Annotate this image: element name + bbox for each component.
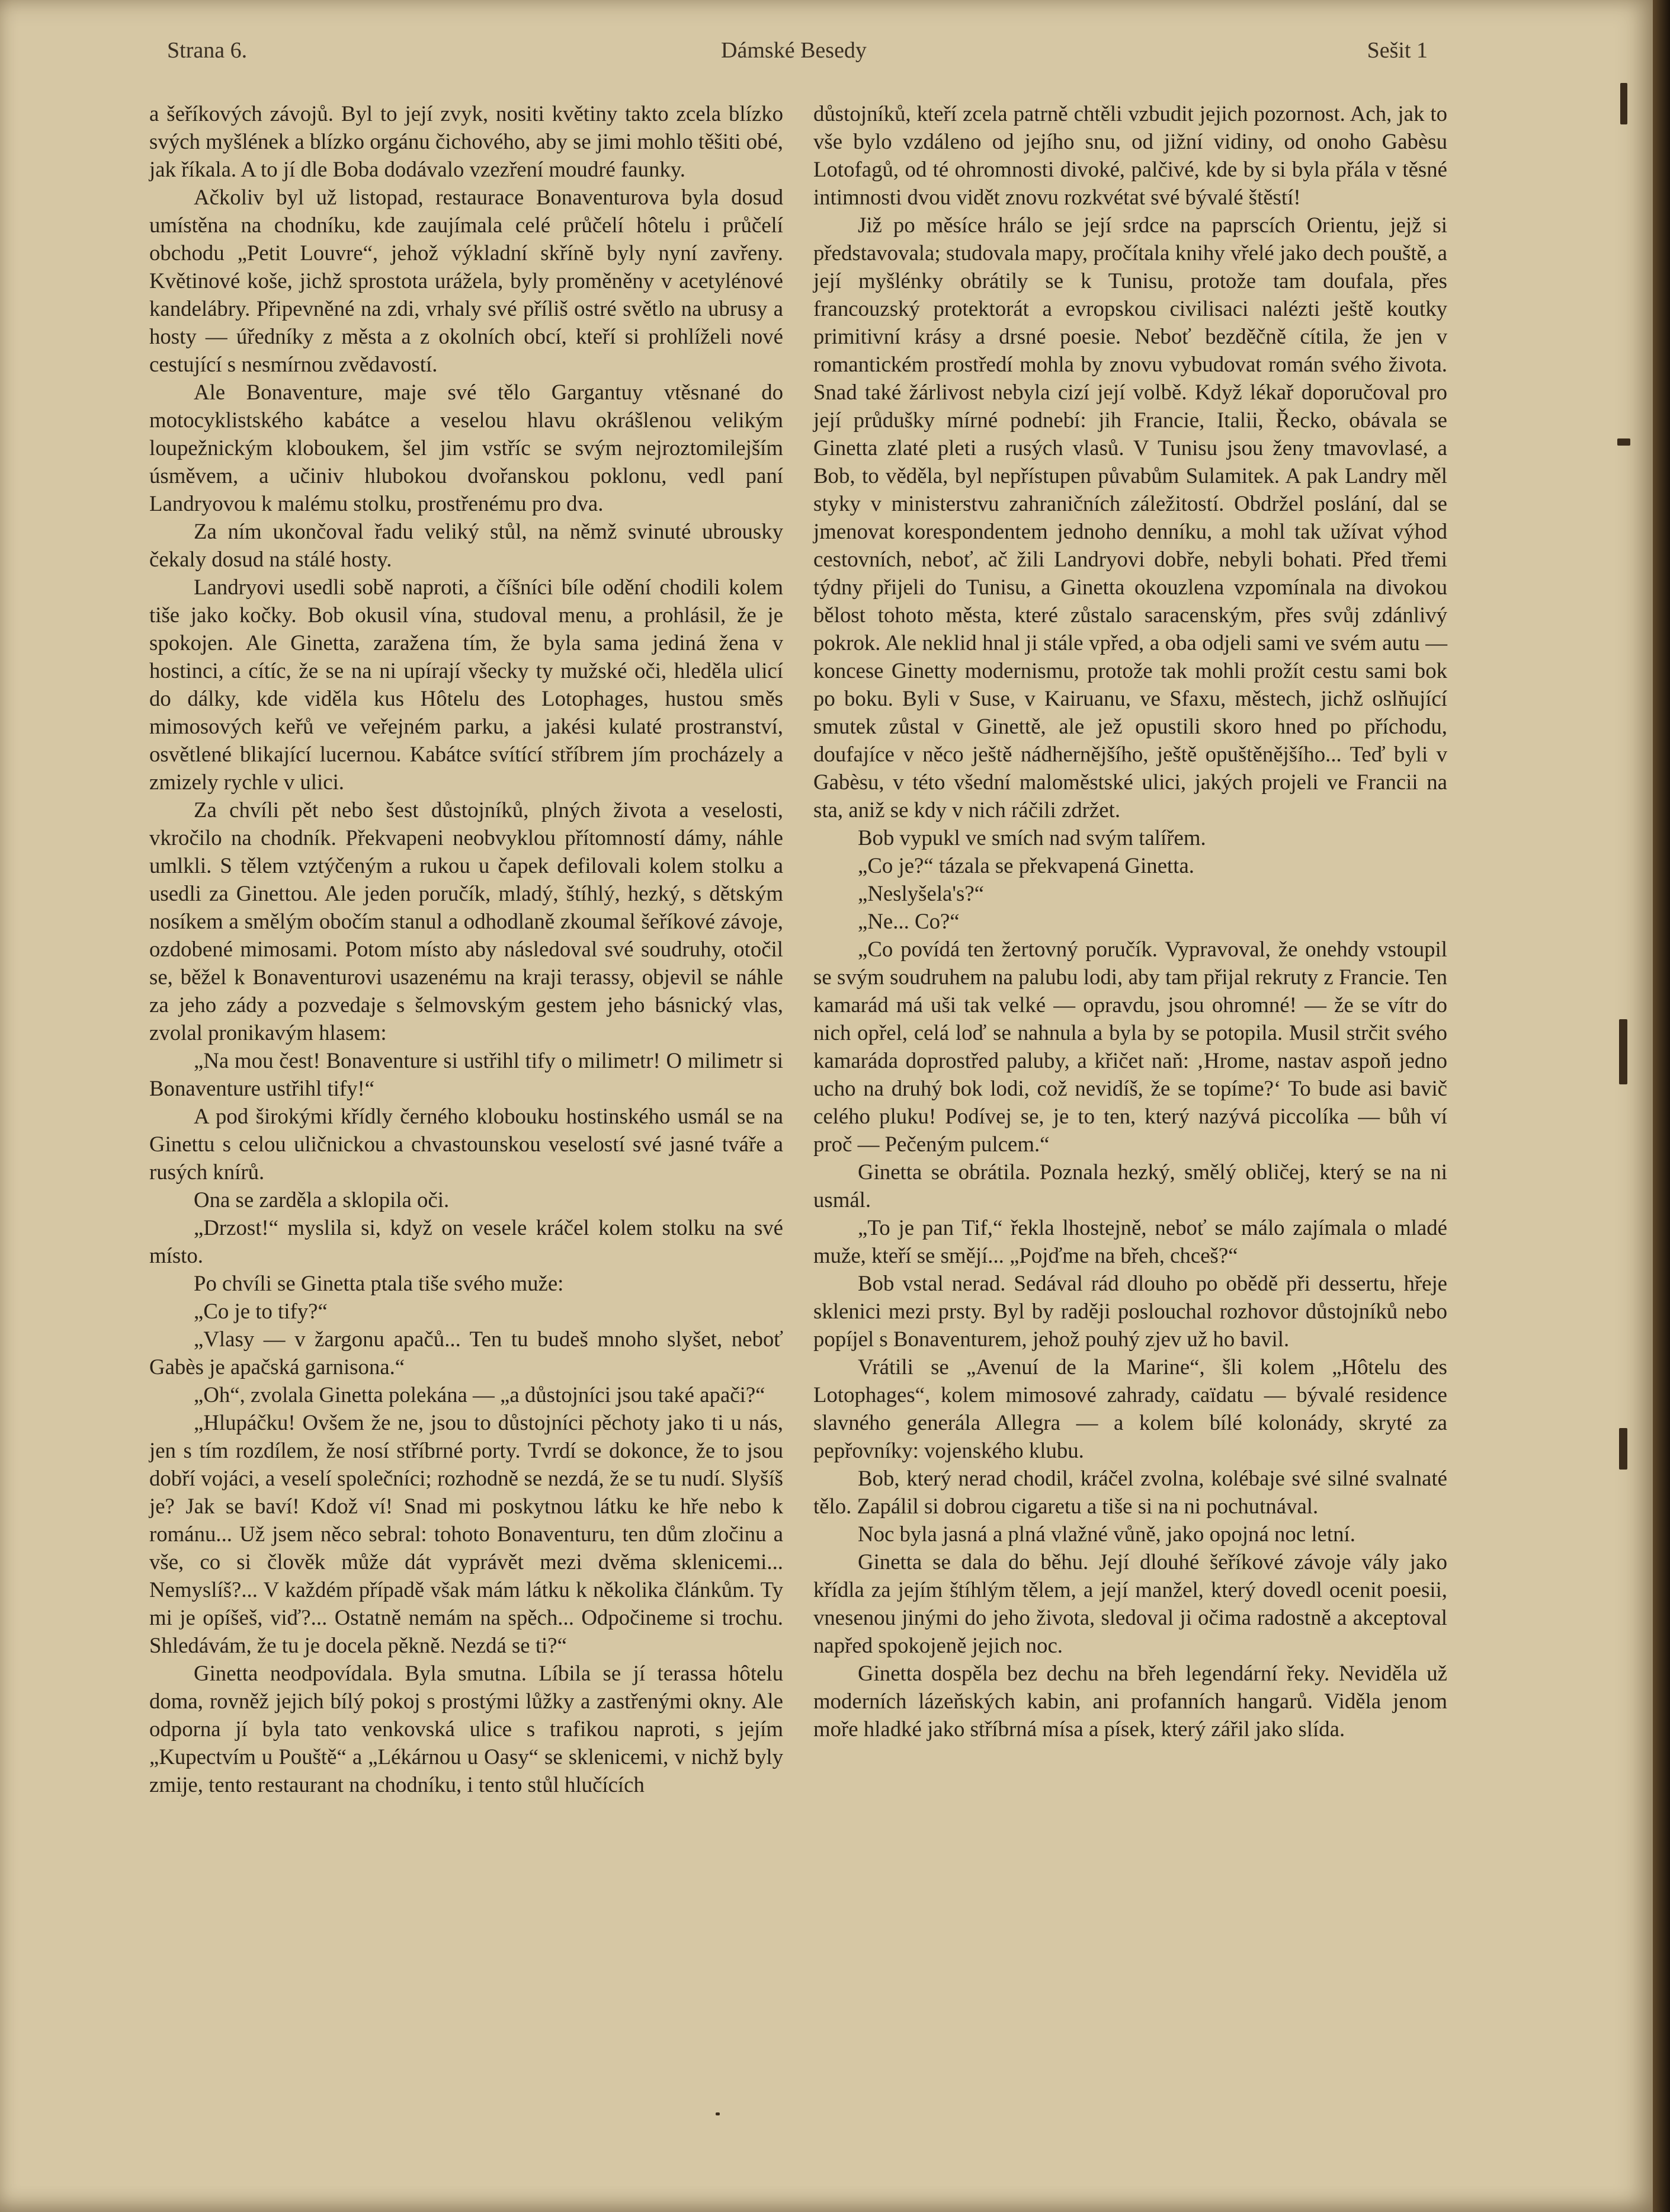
paragraph: Landryovi usedli sobě naproti, a číšníci bíle odění chodili kolem tiše jako kočky. Bob okusil vína, studoval menu, a prohlásil, že je spokojen. Ale Ginetta, zaražena tím, že byla sama jediná žena v hostinci, a cítíc, že se na ni upírají všecky ty mužské oči, hleděla ulicí do dálky, kde viděla kus Hôtelu des Lotophages, hustou směs mimosových keřů ve veřejném parku, a jakési kulaté prostranství, osvětlené blikající lucernou. Kabátce svítící stříbrem jím procházely a zmizely rychle v ulici. [149, 575, 783, 794]
paragraph: Noc byla jasná a plná vlažné vůně, jako opojná noc letní. [858, 1522, 1355, 1546]
margin-ink-mark [1620, 83, 1627, 124]
paragraph: „Oh“, zvolala Ginetta polekána — „a důstojníci jsou také apači?“ [194, 1382, 765, 1407]
paragraph: „Co je to tify?“ [194, 1299, 328, 1323]
margin-ink-mark [1617, 438, 1630, 446]
paragraph: Za chvíli pět nebo šest důstojníků, plných života a veselosti, vkročilo na chodník. Překvapeni neobvyklou přítomností dámy, náhle umlkli. S tělem vztýčeným a rukou u čapek defilovali kolem stolku a usedli za Ginettou. Ale jeden poručík, mladý, štíhlý, hezký, s dětským nosíkem a smělým obočím stanul a odhodlaně zkoumal šeříkové závoje, ozdobené mimosami. Potom místo aby následoval své soudruhy, otočil se, běžel k Bonaventurovi usazenému na kraji terassy, objevil se náhle za jeho zády a pozvedaje s šelmovským gestem jeho básnický vlas, zvolal pronikavým hlasem: [149, 798, 783, 1045]
paragraph: Již po měsíce hrálo se její srdce na paprscích Orientu, jejž si představovala; studovala mapy, pročítala knihy vřelé jako dech pouště, a její myšlénky obrátily se k Tunisu, protože tam doufala, přes francouzský protektorát a evropskou civilisaci nalézti ještě koutky primitivní krásy a drsné poesie. Neboť bezděčně cítila, že jen v romantickém prostředí mohla by znovu vybudovat román svého života. Snad také žárlivost nebyla cizí její volbě. Když lékař doporučoval pro její průdušky mírné podnebí: jih Francie, Italii, Řecko, obávala se Ginetta zlaté pleti a rusých vlasů. V Tunisu jsou ženy tmavovlasé, a Bob, to věděla, byl nepřístupen půvabům Sulamitek. A pak Landry měl styky v ministerstvu zahraničních záležitostí. Obdržel poslání, dal se jmenovat korespondentem jednoho denníku, a mohl tak užívat výhod cestovních, neboť, ač žili Landryovi dobře, nebyli bohati. Před třemi týdny přijeli do Tunisu, a Ginetta okouzlena vzpomínala na divokou bělost tohoto města, které zůstalo saracenským, přes svůj zdánlivý pokrok. Ale neklid hnal ji stále vpřed, a oba odjeli sami ve svém autu — koncese Ginetty modernismu, protože tak mohli prožít cestu sami bok po boku. Byli v Suse, v Kairuanu, ve Sfaxu, městech, jichž oslňující smutek zůstal v Ginettě, ale jež opustili skoro hned po příchodu, doufajíce v něco ještě nádhernějšího, ještě opuštěnějšího... Teď byli v Gabèsu, v této všední maloměstské ulici, jakých projeli ve Francii na sta, aniž se kdy v nich ráčili zdržet. [813, 213, 1447, 822]
paragraph: Ale Bonaventure, maje své tělo Gargantuy vtěsnané do motocyklistského kabátce a veselou hlavu okrášlenou velikým loupežnickým kloboukem, šel jim vstříc se svým nejroztomilejším úsměvem, a učiniv hlubokou dvořanskou poklonu, vedl paní Landryovou k malému stolku, prostřenému pro dva. [149, 380, 783, 516]
paragraph: „Drzost!“ myslila si, když on vesele kráčel kolem stolku na své místo. [149, 1215, 783, 1267]
paragraph: Bob vypukl ve smích nad svým talířem. [858, 825, 1206, 850]
paragraph: Po chvíli se Ginetta ptala tiše svého muže: [194, 1271, 564, 1295]
paragraph: Ačkoliv byl už listopad, restaurace Bonaventurova byla dosud umístěna na chodníku, kde zaujímala celé průčelí hôtelu i průčelí obchodu „Petit Louvre“, jehož výkladní skříně byly nyní zavřeny. Květinové koše, jichž sprostota urážela, byly proměněny v acetylénové kandelábry. Připevněné na zdi, vrhaly své příliš ostré světlo na ubrusy a hosty — úředníky z města a z okolních obcí, kteří si prohlíželi nové cestující s nesmírnou zvědavostí. [149, 185, 783, 376]
paragraph: „Na mou čest! Bonaventure si ustřihl tify o milimetr! O milimetr si Bonaventure ustřihl tify!“ [149, 1048, 783, 1100]
paragraph: „Co povídá ten žertovný poručík. Vypravoval, že onehdy vstoupil se svým soudruhem na palubu lodi, aby tam přijal rekruty z Francie. Ten kamarád má uši tak velké — opravdu, jsou ohromné! — že se vítr do nich opřel, celá loď se nahnula a byla by se potopila. Musil strčit svého kamaráda doprostřed paluby, a křičet naň: ‚Hrome, nastav aspoň jedno ucho na druhý bok lodi, což nevidíš, že se topíme?‘ To bude asi bavič celého pluku! Podívej se, je to ten, který nazývá piccolíka — bůh ví proč — Pečeným pulcem.“ [813, 937, 1447, 1156]
paragraph: Ginetta se obrátila. Poznala hezký, smělý obličej, který se na ni usmál. [813, 1160, 1447, 1212]
paragraph: Ginetta dospěla bez dechu na břeh legendární řeky. Neviděla už moderních lázeňských kabin, ani profanních hangarů. Viděla jenom moře hladké jako stříbrná mísa a písek, který zářil jako slída. [813, 1661, 1447, 1741]
paragraph: „Ne... Co?“ [858, 909, 960, 933]
page-number: Strana 6. [167, 38, 248, 63]
paragraph: Ginetta neodpovídala. Byla smutna. Líbila se jí terassa hôtelu doma, rovněž jejich bílý pokoj s prostými lůžky a zastřenými okny. Ale odporna jí byla tato venkovská ulice s trafikou naproti, s jejím „Kupectvím u Pouště“ a „Lékárnou u Oasy“ se sklenicemi, v nichž byly zmije, tento restaurant na chodníku, i tento stůl hlučících [149, 1661, 783, 1797]
paragraph: Za ním ukončoval řadu veliký stůl, na němž svinuté ubrousky čekaly dosud na stálé hosty. [149, 519, 783, 571]
paragraph: „Neslyšela's?“ [858, 881, 985, 905]
paragraph: Ona se zarděla a sklopila oči. [194, 1187, 450, 1212]
paragraph: důstojníků, kteří zcela patrně chtěli vzbudit jejich pozornost. Ach, jak to vše bylo vzdáleno od jejího snu, od jižní vidiny, od onoho Gabèsu Lotofagů, od té ohromnosti divoké, palčivé, kde by si byla přála v těsné intimnosti dvou vidět znovu rozkvétat své bývalé štěstí! [813, 101, 1447, 209]
margin-ink-mark [1619, 1019, 1627, 1084]
paragraph: „To je pan Tif,“ řekla lhostejně, neboť se málo zajímala o mladé muže, kteří se smějí... „Pojďme na břeh, chceš?“ [813, 1215, 1447, 1267]
paragraph: Bob vstal nerad. Sedával rád dlouho po obědě při dessertu, hřeje sklenici mezi prsty. Byl by raději poslouchal rozhovor důstojníků nebo popíjel s Bonaventurem, jehož pouhý zjev už ho bavil. [813, 1271, 1447, 1351]
paragraph: Ginetta se dala do běhu. Její dlouhé šeříkové závoje vály jako křídla za jejím štíhlým tělem, a její manžel, který dovedl ocenit poesii, vnesenou jinými do jeho života, sledoval ji očima radostně a akceptoval napřed spokojeně jejich noc. [813, 1550, 1447, 1657]
stray-dot [716, 2112, 720, 2115]
magazine-title: Dámské Besedy [721, 38, 867, 63]
paragraph: Vrátili se „Avenuí de la Marine“, šli kolem „Hôtelu des Lotophages“, kolem mimosové zahrady, caïdatu — bývalé residence slavného generála Allegra — a kolem bílé kolonády, skryté za pepřovníky: vojenského klubu. [813, 1355, 1447, 1462]
paragraph: Bob, který nerad chodil, kráčel zvolna, kolébaje své silné svalnaté tělo. Zapálil si dobrou cigaretu a tiše si na ni pochutnával. [813, 1466, 1447, 1518]
issue-label: Sešit 1 [1367, 38, 1428, 63]
paragraph: a šeříkových závojů. Byl to její zvyk, nositi květiny takto zcela blízko svých myšlének a blízko orgánu čichového, aby se jimi mohlo těšiti obé, jak říkala. A to jí dle Boba dodávalo vzezření moudré faunky. [149, 101, 783, 181]
paragraph: „Co je?“ tázala se překvapená Ginetta. [858, 853, 1194, 878]
paragraph: A pod širokými křídly černého klobouku hostinského usmál se na Ginettu s celou uličnickou a chvastounskou veselostí své jasné tváře a rusých knírů. [149, 1104, 783, 1184]
page-header [160, 33, 1428, 74]
paragraph: „Vlasy — v žargonu apačů... Ten tu budeš mnoho slyšet, neboť Gabès je apačská garnisona.“ [149, 1327, 783, 1379]
page-binding-edge [1653, 0, 1670, 2212]
left-column [149, 100, 783, 1798]
right-column [813, 100, 1447, 1743]
paragraph: „Hlupáčku! Ovšem že ne, jsou to důstojníci pěchoty jako ti u nás, jen s tím rozdílem, že nosí stříbrné porty. Tvrdí se dokonce, že to jsou dobří vojáci, a veselí společníci; rozhodně se nezdá, že se tu nudí. Slyšíš je? Jak se baví! Kdož ví! Snad mi poskytnou látku ke hře nebo k románu... Už jsem něco sebral: tohoto Bonaventuru, ten dům zločinu a vše, co si člověk může dát vyprávět mezi dvěma sklenicemi... Nemyslíš?... V každém případě však mám látku k několika článkům. Ty mi je opíšeš, viď?... Ostatně nemám na spěch... Odpočineme si trochu. Shledávám, že tu je docela pěkně. Nezdá se ti?“ [149, 1410, 783, 1657]
margin-ink-mark [1619, 1428, 1627, 1470]
